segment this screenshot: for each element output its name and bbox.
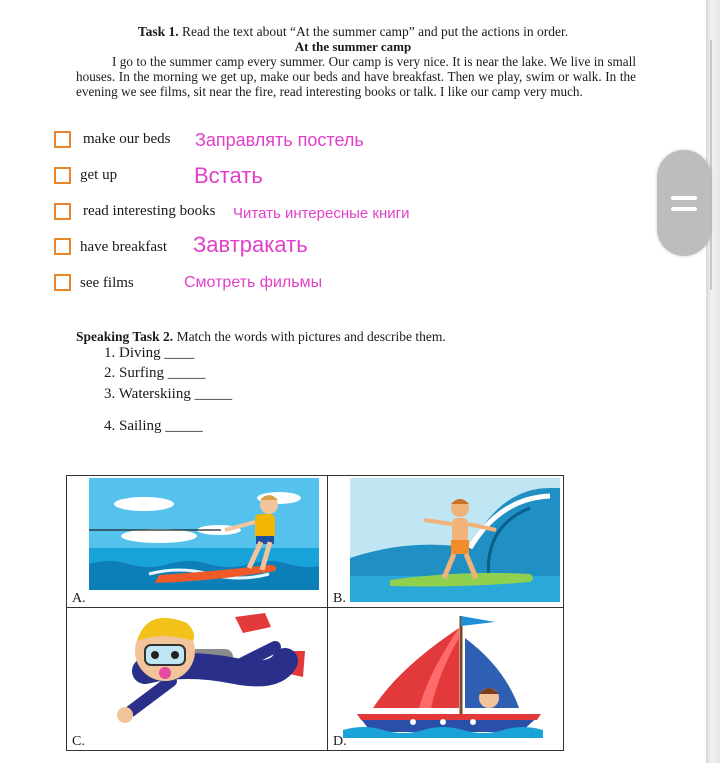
- checkbox-1[interactable]: [54, 131, 71, 148]
- action-ru-2: Встать: [194, 163, 263, 188]
- task2-heading: [76, 329, 446, 345]
- list-item-1: 1. Diving ____: [104, 345, 195, 361]
- picture-label-a: A.: [72, 591, 86, 606]
- list-item-2: 2. Surfing _____: [104, 365, 206, 381]
- task2-label: Speaking Task 2.: [76, 329, 174, 344]
- task1-heading: [0, 24, 706, 40]
- checkbox-4[interactable]: [54, 238, 71, 255]
- task1-instruction: Read the text about “At the summer camp” and put the actions in order.: [178, 24, 569, 39]
- action-en-1: make our beds: [83, 131, 171, 147]
- list-item-3: 3. Waterskiing _____: [104, 386, 233, 402]
- text-title: At the summer camp: [294, 39, 412, 54]
- page-edge-line: [710, 40, 712, 290]
- checkbox-3[interactable]: [54, 203, 71, 220]
- scroll-handle[interactable]: [657, 150, 711, 256]
- action-en-5: see films: [80, 275, 134, 291]
- drag-handle-icon-bar-top: [671, 196, 697, 200]
- action-ru-4: Завтракать: [193, 232, 308, 257]
- reading-text: I go to the summer camp every summer. Our camp is very nice. It is near the lake. We live in small houses. In the morning we get up, make our beds and have breakfast. Then we play, swim or walk. In the evening we see films, sit near the fire, read interesting books or talk. I like our camp very much.: [76, 54, 636, 100]
- checkbox-5[interactable]: [54, 274, 71, 291]
- grid-divider-vertical: [327, 476, 328, 750]
- task2-instruction: Match the words with pictures and describe them.: [173, 329, 446, 344]
- picture-label-b: B.: [333, 591, 346, 606]
- action-en-4: have breakfast: [80, 239, 168, 255]
- task1-label: Task 1.: [137, 24, 179, 39]
- checkbox-2[interactable]: [54, 167, 71, 184]
- action-ru-3: Читать интересные книги: [233, 205, 410, 222]
- action-en-3: read interesting books: [83, 203, 216, 219]
- picture-label-d: D.: [333, 734, 347, 749]
- drag-handle-icon-bar-bottom: [671, 207, 697, 211]
- surfing-picture: [350, 478, 560, 602]
- action-ru-1: Заправлять постель: [195, 130, 364, 150]
- picture-grid: [66, 475, 564, 751]
- list-item-4: 4. Sailing _____: [104, 418, 203, 434]
- grid-divider-horizontal: [67, 607, 563, 608]
- action-ru-5: Смотреть фильмы: [184, 274, 323, 291]
- picture-label-c: C.: [72, 734, 85, 749]
- page-edge: [706, 0, 720, 763]
- waterskiing-picture: [89, 478, 319, 590]
- sailing-picture: [343, 610, 555, 738]
- action-en-2: get up: [80, 167, 118, 183]
- diving-picture: [85, 611, 315, 733]
